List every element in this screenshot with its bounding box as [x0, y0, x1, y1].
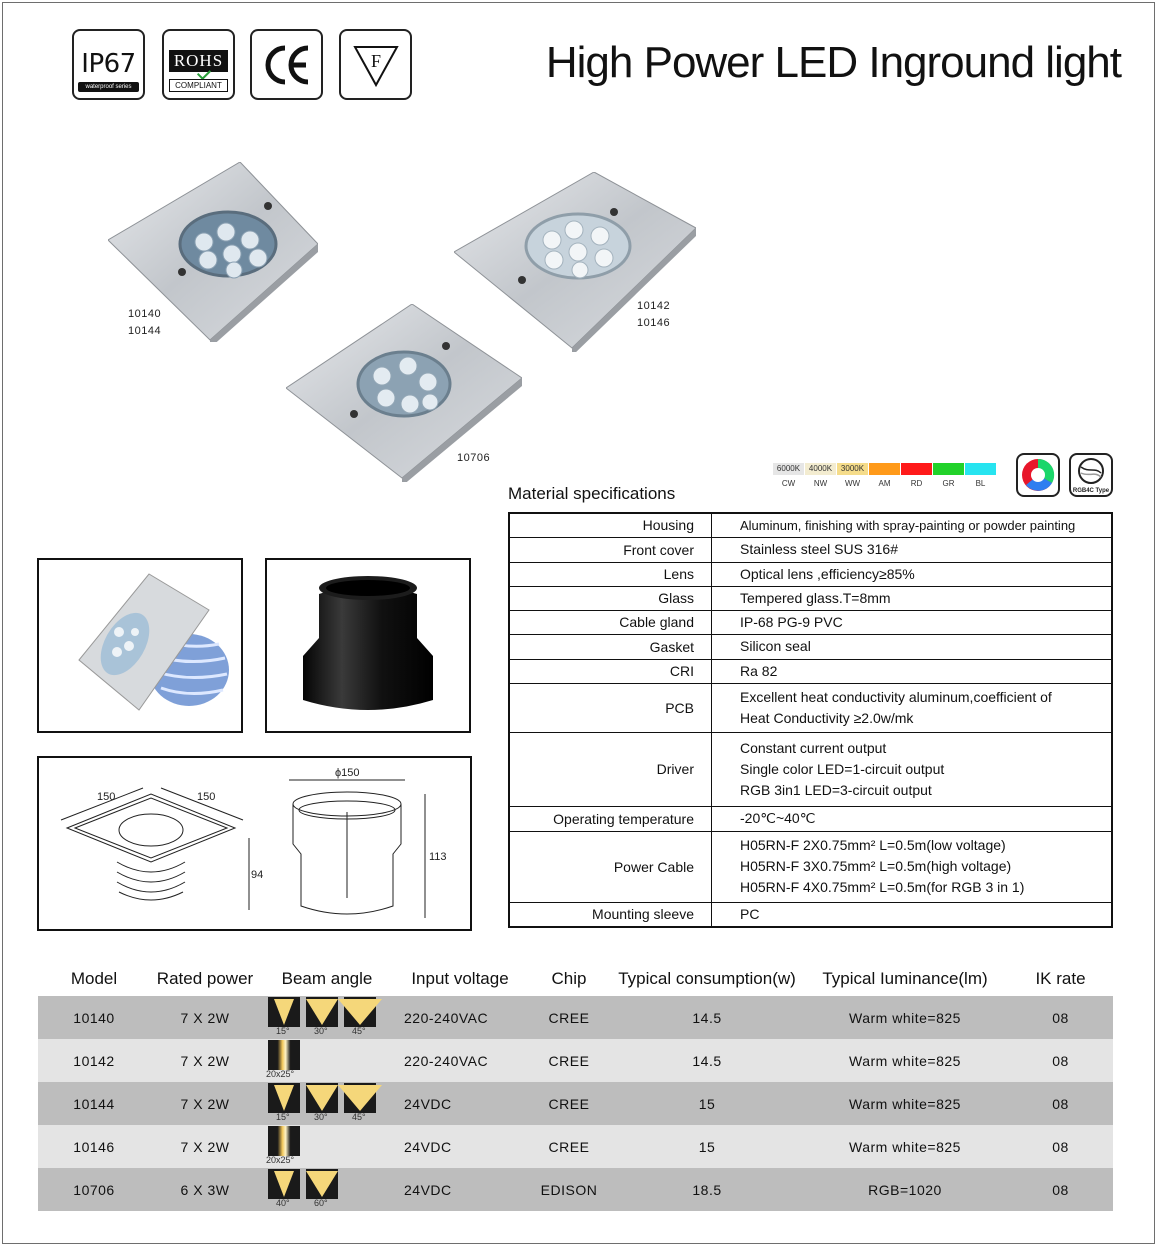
spec-value — [712, 586, 1113, 610]
beam-angle-icon — [268, 1040, 300, 1070]
color-swatch-label: GR — [942, 479, 955, 488]
spec-row — [509, 806, 1112, 831]
beam-angle-label: 20x25° — [266, 1069, 295, 1079]
beam-angle-icon — [306, 997, 338, 1027]
model-voltage-cell: 24VDC — [394, 1082, 526, 1125]
rgb4c-label: RGB4C Type — [1072, 488, 1110, 494]
models-header-cell: Beam angle — [281, 969, 373, 988]
model-luminance-cell: RGB=1020 — [802, 1168, 1008, 1211]
beam-angle-cell — [260, 1125, 394, 1168]
product-code: 10706 — [457, 452, 491, 464]
beam-angle-icon — [344, 1083, 376, 1113]
product-codes-left — [128, 306, 161, 340]
beam-angle-icon — [268, 1126, 300, 1156]
model-ik-cell: 08 — [1008, 1125, 1113, 1168]
product-code: 10144 — [128, 325, 162, 337]
model-luminance-cell: Warm white=825 — [802, 1125, 1008, 1168]
color-swatch-label: CW — [781, 479, 796, 488]
spec-value-line: PC — [740, 905, 760, 922]
spec-value-line: Excellent heat conductivity aluminum,coefficient of — [740, 688, 1052, 705]
table-row — [38, 1082, 1113, 1125]
spec-row — [509, 683, 1112, 732]
spec-value — [712, 634, 1113, 659]
table-row — [38, 996, 1113, 1039]
spec-value-line: H05RN-F 4X0.75mm² L=0.5m(for RGB 3 in 1) — [740, 879, 1025, 895]
spec-value — [712, 659, 1113, 683]
model-model-cell: 10140 — [38, 996, 150, 1039]
model-chip-cell: CREE — [526, 1039, 612, 1082]
color-swatch — [965, 463, 996, 475]
model-model-cell: 10142 — [38, 1039, 150, 1082]
color-swatch-label: AM — [878, 479, 891, 488]
spec-row — [509, 610, 1112, 634]
beam-angle-label: 20x25° — [266, 1155, 295, 1165]
beam-angle-group — [260, 1082, 394, 1125]
color-swatch-label: NW — [813, 479, 828, 488]
spec-row — [509, 586, 1112, 610]
spec-key: Cable gland — [509, 610, 712, 634]
rohs-badge — [162, 29, 235, 100]
beam-angle-label: 30° — [314, 1112, 328, 1122]
ce-mark-icon — [252, 31, 321, 98]
material-specifications-table — [508, 512, 1113, 928]
color-swatch: 6000K — [773, 463, 804, 475]
spec-value-line: H05RN-F 2X0.75mm² L=0.5m(low voltage) — [740, 837, 1006, 853]
spec-value-line: Single color LED=1-circuit output — [740, 760, 945, 777]
spec-value — [712, 537, 1113, 562]
product-code: 10142 — [637, 300, 671, 312]
spec-value-line: Constant current output — [740, 739, 887, 756]
color-swatch-label: BL — [975, 479, 986, 488]
spec-value — [712, 562, 1113, 586]
color-swatch — [901, 463, 932, 475]
models-header-cell: Model — [70, 969, 118, 988]
models-header-cell: Typical consumption(w) — [618, 969, 796, 988]
light-cone-icon — [306, 1085, 338, 1111]
rgb-color-wheel-icon — [1016, 453, 1060, 497]
product-angle-photo — [37, 558, 243, 733]
model-consumption-cell: 15 — [612, 1125, 802, 1168]
spec-row — [509, 831, 1112, 902]
spec-value-line: Aluminum, finishing with spray-painting or powder painting — [740, 517, 1076, 533]
spec-key: Housing — [509, 513, 712, 537]
color-swatch-label: RD — [910, 479, 923, 488]
model-consumption-cell: 14.5 — [612, 996, 802, 1039]
rohs-sub-label: COMPLIANT — [169, 79, 228, 92]
model-power-cell: 7 X 2W — [150, 1125, 260, 1168]
spec-value-line: Tempered glass.T=8mm — [740, 589, 891, 606]
light-cone-icon — [274, 1171, 294, 1197]
ip67-badge — [72, 29, 145, 100]
f-label: F — [370, 51, 382, 71]
spec-value-line: IP-68 PG-9 PVC — [740, 613, 843, 630]
beam-angle-label: 15° — [276, 1026, 290, 1036]
model-chip-cell: CREE — [526, 996, 612, 1039]
model-power-cell: 7 X 2W — [150, 1082, 260, 1125]
model-power-cell: 7 X 2W — [150, 996, 260, 1039]
color-swatch — [869, 463, 900, 475]
beam-angle-cell — [260, 1082, 394, 1125]
light-cone-icon — [306, 1171, 338, 1197]
model-model-cell: 10146 — [38, 1125, 150, 1168]
color-swatch: 4000K — [805, 463, 836, 475]
beam-angle-cell — [260, 1039, 394, 1082]
f-triangle-icon — [341, 31, 410, 98]
dimension-height-a: 94 — [251, 869, 264, 881]
model-ik-cell: 08 — [1008, 996, 1113, 1039]
models-table — [38, 962, 1113, 1211]
dimension-width-b: 150 — [197, 791, 216, 803]
beam-angle-group — [260, 1125, 394, 1168]
beam-angle-label: 60° — [314, 1198, 328, 1208]
color-swatch-label: WW — [844, 479, 861, 488]
model-model-cell: 10144 — [38, 1082, 150, 1125]
model-voltage-cell: 220-240VAC — [394, 1039, 526, 1082]
beam-angle-label: 40° — [276, 1198, 290, 1208]
spec-key: CRI — [509, 659, 712, 683]
spec-row — [509, 659, 1112, 683]
model-chip-cell: CREE — [526, 1082, 612, 1125]
spec-key: Mounting sleeve — [509, 902, 712, 927]
ip-sub-label: waterproof series — [78, 82, 139, 92]
product-code: 10140 — [128, 308, 162, 320]
model-ik-cell: 08 — [1008, 1039, 1113, 1082]
beam-angle-label: 45° — [352, 1112, 366, 1122]
beam-angle-icon — [268, 1169, 300, 1199]
beam-angle-group — [260, 1039, 394, 1082]
beam-angle-label: 45° — [352, 1026, 366, 1036]
models-header-cell: Input voltage — [411, 969, 509, 988]
models-header-cell: Typical Iuminance(lm) — [822, 969, 988, 988]
model-power-cell: 7 X 2W — [150, 1039, 260, 1082]
spec-value — [712, 902, 1113, 927]
model-ik-cell: 08 — [1008, 1168, 1113, 1211]
models-header-cell: Rated power — [156, 969, 254, 988]
page-title: High Power LED Inground light — [545, 38, 1121, 87]
beam-angle-cell — [260, 996, 394, 1039]
beam-angle-icon — [268, 997, 300, 1027]
model-luminance-cell: Warm white=825 — [802, 996, 1008, 1039]
spec-value — [712, 732, 1113, 806]
spec-key: Power Cable — [509, 831, 712, 902]
beam-angle-label: 15° — [276, 1112, 290, 1122]
material-specifications-title: Material specifications — [508, 484, 676, 503]
beam-angle-group — [260, 996, 394, 1039]
spec-value — [712, 806, 1113, 831]
beam-angle-icon — [268, 1083, 300, 1113]
spec-value-line: Silicon seal — [740, 638, 811, 654]
light-cone-icon — [274, 1085, 294, 1111]
spec-key: PCB — [509, 683, 712, 732]
model-model-cell: 10706 — [38, 1168, 150, 1211]
table-row — [38, 1039, 1113, 1082]
spec-key: Lens — [509, 562, 712, 586]
product-codes-right — [637, 298, 670, 332]
spec-value-line: -20℃~40℃ — [740, 810, 816, 826]
product-codes-center — [457, 450, 490, 467]
model-consumption-cell: 18.5 — [612, 1168, 802, 1211]
model-voltage-cell: 220-240VAC — [394, 996, 526, 1039]
model-luminance-cell: Warm white=825 — [802, 1082, 1008, 1125]
spec-key: Gasket — [509, 634, 712, 659]
rohs-label: ROHS — [169, 50, 228, 72]
spec-key: Operating temperature — [509, 806, 712, 831]
color-swatch: 3000K — [837, 463, 868, 475]
beam-angle-cell — [260, 1168, 394, 1211]
f-mark-badge — [339, 29, 412, 100]
product-code: 10146 — [637, 317, 671, 329]
beam-angle-icon — [306, 1169, 338, 1199]
model-voltage-cell: 24VDC — [394, 1125, 526, 1168]
table-row — [38, 1125, 1113, 1168]
spec-key: Glass — [509, 586, 712, 610]
light-cone-icon — [338, 1085, 382, 1111]
spec-value-line: Heat Conductivity ≥2.0w/mk — [740, 709, 914, 726]
beam-angle-icon — [344, 997, 376, 1027]
dimension-drawing — [37, 756, 472, 931]
model-power-cell: 6 X 3W — [150, 1168, 260, 1211]
model-ik-cell: 08 — [1008, 1082, 1113, 1125]
light-cone-icon — [338, 999, 382, 1025]
model-consumption-cell: 14.5 — [612, 1039, 802, 1082]
spec-row — [509, 902, 1112, 927]
spec-value-line: RGB 3in1 LED=3-circuit output — [740, 781, 932, 798]
mounting-sleeve-photo — [265, 558, 471, 733]
model-voltage-cell: 24VDC — [394, 1168, 526, 1211]
spec-value — [712, 683, 1113, 732]
model-consumption-cell: 15 — [612, 1082, 802, 1125]
spec-row — [509, 634, 1112, 659]
model-chip-cell: CREE — [526, 1125, 612, 1168]
spec-row — [509, 537, 1112, 562]
dimension-diameter: ϕ150 — [335, 767, 360, 779]
table-row — [38, 1168, 1113, 1211]
ip-label: IP67 — [81, 49, 136, 79]
spec-value-line: H05RN-F 3X0.75mm² L=0.5m(high voltage) — [740, 858, 1012, 874]
spec-value — [712, 513, 1113, 537]
ce-badge — [250, 29, 323, 100]
beam-angle-label: 30° — [314, 1026, 328, 1036]
models-header-cell: Chip — [551, 969, 587, 988]
spec-row — [509, 513, 1112, 537]
dimension-height-b: 113 — [429, 851, 447, 863]
beam-angle-group — [260, 1168, 394, 1211]
model-chip-cell: EDISON — [526, 1168, 612, 1211]
spec-value-line: Optical lens ,efficiency≥85% — [740, 565, 915, 582]
dimension-width-a: 150 — [97, 791, 116, 803]
spec-value-line: Stainless steel SUS 316# — [740, 541, 898, 557]
spec-value — [712, 610, 1113, 634]
light-cone-icon — [274, 999, 294, 1025]
model-luminance-cell: Warm white=825 — [802, 1039, 1008, 1082]
light-cone-icon — [306, 999, 338, 1025]
rgb4c-type-icon — [1069, 453, 1113, 497]
beam-angle-icon — [306, 1083, 338, 1113]
models-header-cell: IK rate — [1035, 969, 1086, 988]
color-swatch — [933, 463, 964, 475]
spec-row — [509, 732, 1112, 806]
spec-row — [509, 562, 1112, 586]
spec-key: Front cover — [509, 537, 712, 562]
spec-value — [712, 831, 1113, 902]
spec-key: Driver — [509, 732, 712, 806]
spec-value-line: Ra 82 — [740, 662, 778, 679]
